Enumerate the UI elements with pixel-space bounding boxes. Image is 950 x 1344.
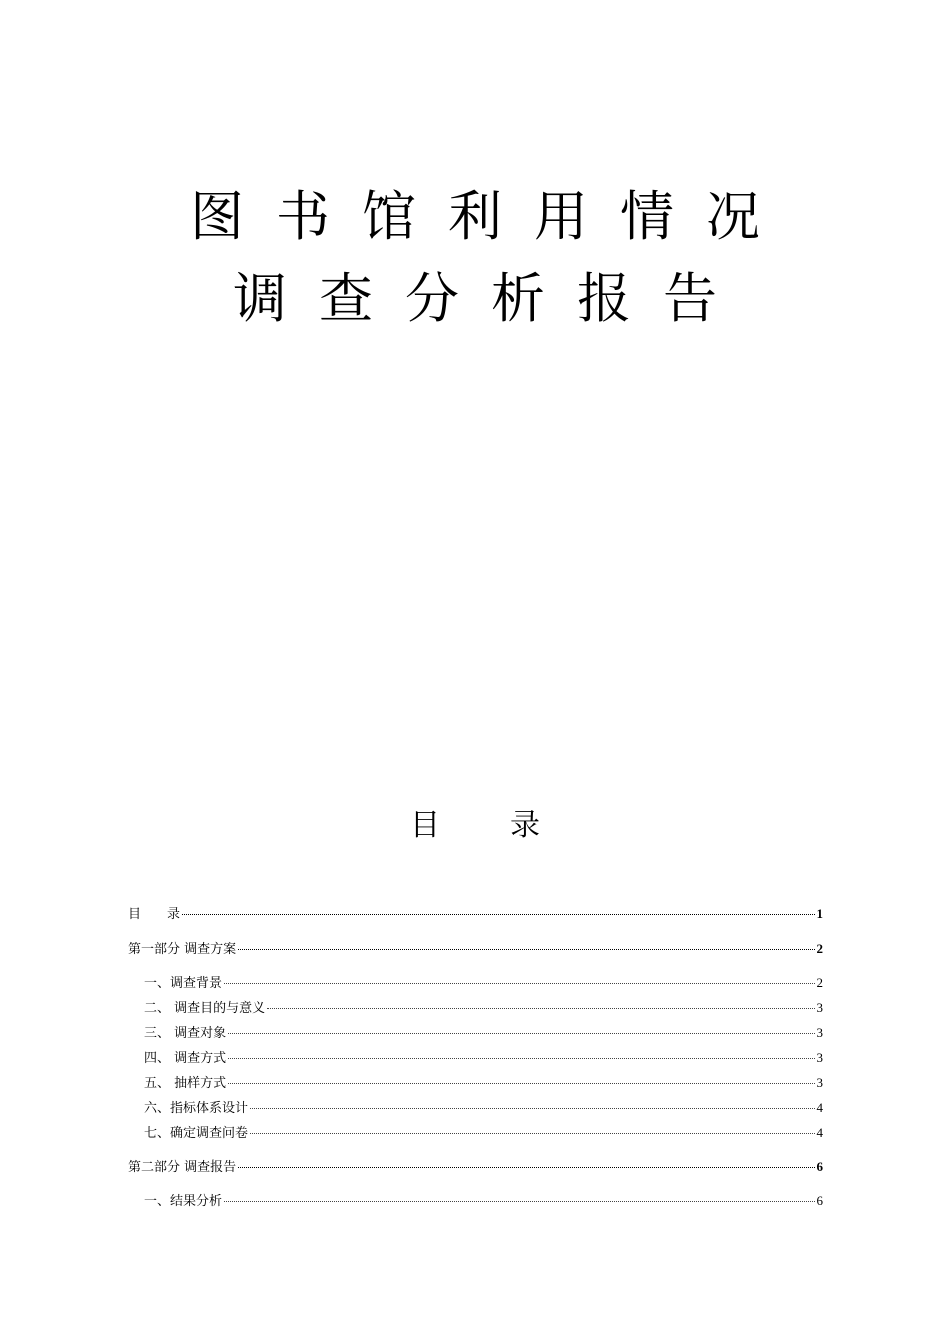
toc-entry-indicators[interactable] bbox=[144, 1100, 823, 1117]
dot-leader bbox=[224, 982, 814, 984]
toc-entry-page: 3 bbox=[816, 1025, 823, 1040]
title-line-2: 调查分析报告 bbox=[233, 267, 749, 330]
toc-entry-label: 二、 调查目的与意义 bbox=[144, 1001, 266, 1016]
toc-entry-label: 四、 调查方式 bbox=[144, 1051, 227, 1066]
toc-entry-label: 六、指标体系设计 bbox=[144, 1101, 249, 1116]
toc-entry-page: 4 bbox=[816, 1100, 823, 1115]
toc-entry-page: 2 bbox=[816, 941, 823, 956]
dot-leader bbox=[228, 1057, 814, 1059]
dot-leader bbox=[238, 948, 814, 950]
toc-entry-page: 6 bbox=[816, 1193, 823, 1208]
toc-entry-part-2[interactable] bbox=[128, 1159, 823, 1176]
toc-entry-page: 4 bbox=[816, 1125, 823, 1140]
toc-entry-label: 一、调查背景 bbox=[144, 976, 223, 991]
toc-entry-results[interactable] bbox=[144, 1193, 823, 1210]
toc-entry-label: 目 录 bbox=[128, 907, 181, 922]
toc-heading: 目录 bbox=[410, 808, 610, 843]
toc-entry-label: 五、 抽样方式 bbox=[144, 1076, 227, 1091]
dot-leader bbox=[224, 1200, 814, 1202]
title-line-1: 图书馆利用情况 bbox=[190, 185, 792, 248]
dot-leader bbox=[182, 913, 814, 915]
toc-entry-label: 第一部分 调查方案 bbox=[128, 942, 237, 957]
toc-entry-part-1[interactable] bbox=[128, 941, 823, 958]
dot-leader bbox=[267, 1007, 814, 1009]
toc-entry-page: 3 bbox=[816, 1050, 823, 1065]
toc-entry-label: 第二部分 调查报告 bbox=[128, 1160, 237, 1175]
toc-entry-subjects[interactable] bbox=[144, 1025, 823, 1042]
toc-entry-method[interactable] bbox=[144, 1050, 823, 1067]
toc-entry-background[interactable] bbox=[144, 975, 823, 992]
toc-entry-page: 1 bbox=[816, 906, 823, 921]
dot-leader bbox=[228, 1032, 814, 1034]
toc-entry-sampling[interactable] bbox=[144, 1075, 823, 1092]
toc-entry-questionnaire[interactable] bbox=[144, 1125, 823, 1142]
toc-entry-contents[interactable] bbox=[128, 906, 823, 923]
dot-leader bbox=[250, 1132, 814, 1134]
toc-entry-page: 2 bbox=[816, 975, 823, 990]
toc-entry-page: 3 bbox=[816, 1075, 823, 1090]
dot-leader bbox=[250, 1107, 814, 1109]
toc-entry-purpose[interactable] bbox=[144, 1000, 823, 1017]
dot-leader bbox=[228, 1082, 814, 1084]
toc-entry-label: 三、 调查对象 bbox=[144, 1026, 227, 1041]
toc-entry-page: 6 bbox=[816, 1159, 823, 1174]
table-of-contents bbox=[128, 0, 823, 1344]
toc-entry-page: 3 bbox=[816, 1000, 823, 1015]
toc-entry-label: 七、确定调查问卷 bbox=[144, 1126, 249, 1141]
dot-leader bbox=[238, 1166, 814, 1168]
toc-entry-label: 一、结果分析 bbox=[144, 1194, 223, 1209]
